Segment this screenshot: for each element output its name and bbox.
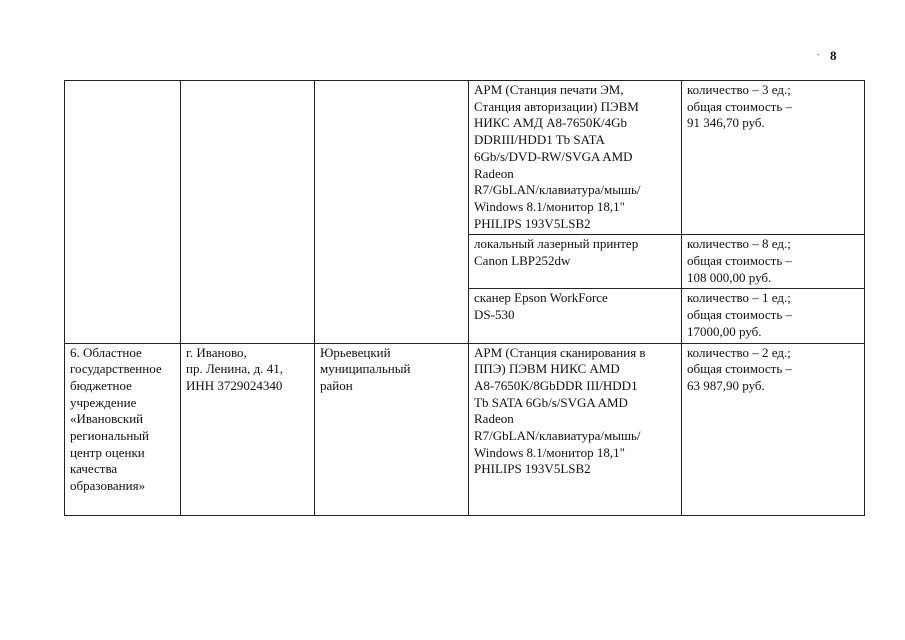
page-number: · 8 xyxy=(830,48,837,64)
address-cell: г. Иваново, пр. Ленина, д. 41, ИНН 3729024340 xyxy=(181,343,315,515)
equipment-table xyxy=(64,80,865,516)
organization-cell xyxy=(65,81,181,344)
quantity-cost-cell: количество – 2 ед.; общая стоимость – 63 987,90 руб. xyxy=(682,343,865,515)
equipment-cell: АРМ (Станция печати ЭМ, Станция авторизации) ПЭВМ НИКС АМД А8-7650К/4Gb DDRIII/HDD1 Tb SATA 6Gb/s/DVD-RW/SVGA AMD Radeon R7/GbLAN/клавиатура/мышь/ Windows 8.1/монитор 18,1" PHILIPS 193V5LSB2 xyxy=(469,81,682,235)
quantity-cost-cell: количество – 8 ед.; общая стоимость – 108 000,00 руб. xyxy=(682,235,865,289)
address-cell xyxy=(181,81,315,344)
district-cell xyxy=(315,81,469,344)
organization-cell: 6. Областное государственное бюджетное учреждение «Ивановский региональный центр оценки качества образования» xyxy=(65,343,181,515)
district-cell: Юрьевецкий муниципальный район xyxy=(315,343,469,515)
equipment-cell: АРМ (Станция сканирования в ППЭ) ПЭВМ НИКС AMD A8-7650K/8GbDDR III/HDD1 Tb SATA 6Gb/s/SVGA AMD Radeon R7/GbLAN/клавиатура/мышь/ Windows 8.1/монитор 18,1" PHILIPS 193V5LSB2 xyxy=(469,343,682,515)
equipment-cell: локальный лазерный принтер Canon LBP252dw xyxy=(469,235,682,289)
quantity-cost-cell: количество – 1 ед.; общая стоимость – 17000,00 руб. xyxy=(682,289,865,343)
table-row xyxy=(65,81,865,235)
quantity-cost-cell: количество – 3 ед.; общая стоимость – 91 346,70 руб. xyxy=(682,81,865,235)
table-row xyxy=(65,343,865,515)
equipment-cell: сканер Epson WorkForce DS-530 xyxy=(469,289,682,343)
